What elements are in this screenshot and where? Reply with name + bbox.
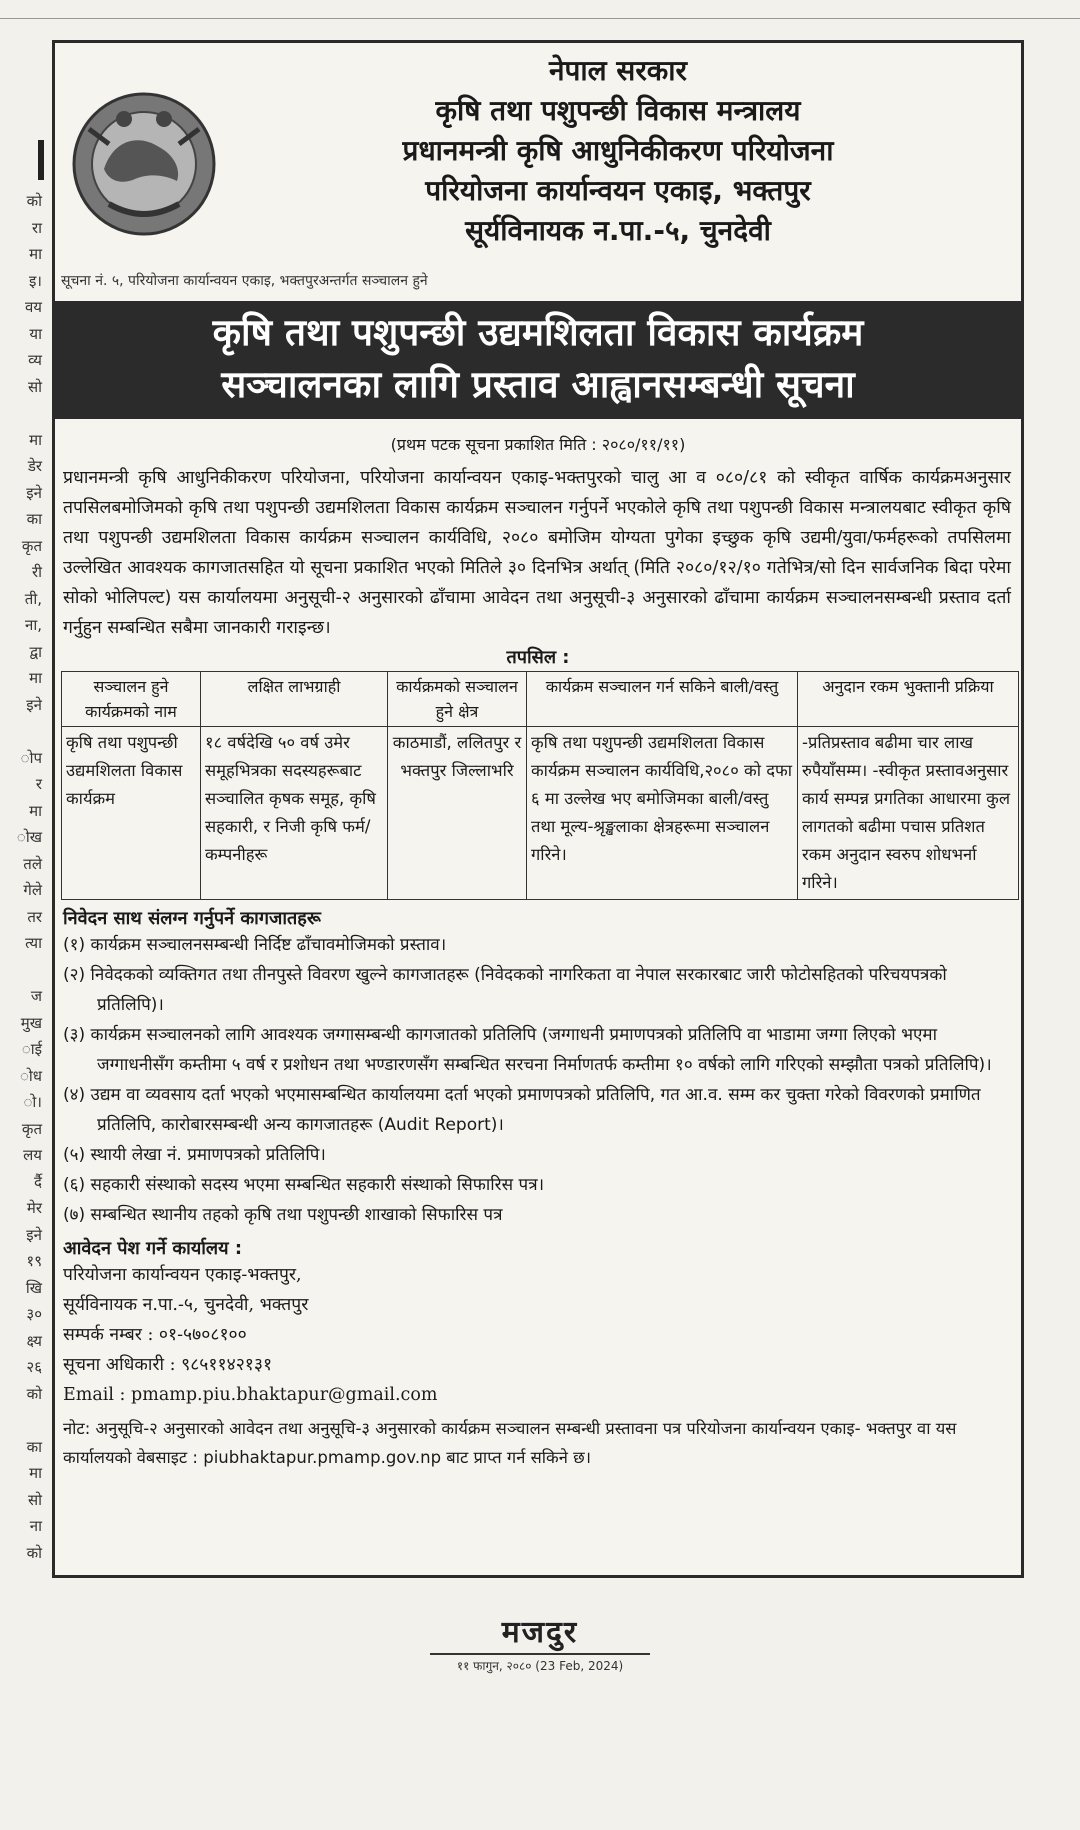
fragment-text: मा (29, 801, 42, 820)
table-cell: काठमाडौं, ललितपुर र भक्तपुर जिल्लाभरि (388, 727, 527, 900)
adjacent-column-fragment (0, 140, 44, 1700)
notice-reference: सूचना नं. ५, परियोजना कार्यान्वयन एकाइ, भक्तपुरअन्तर्गत सञ्चालन हुने (61, 273, 428, 289)
fragment-text: र (35, 775, 42, 793)
fragment-text: या (29, 324, 42, 343)
banner-line-1: कृषि तथा पशुपन्छी उद्यमशिलता विकास कार्यक्रम (212, 311, 864, 354)
fragment-text: ती, (24, 589, 42, 608)
documents-title: निवेदन साथ संलग्न गर्नुपर्ने कागजातहरू (63, 908, 321, 929)
fragment-text (0, 1407, 44, 1434)
header-titles (225, 51, 1011, 251)
column-bar (38, 140, 44, 180)
fragment-text: मा (29, 669, 42, 687)
list-item: (१) कार्यक्रम सञ्चालनसम्बन्धी निर्दिष्ट ढाँचावमोजिमको प्रस्ताव। (63, 935, 447, 955)
fragment-text: गेले (23, 881, 42, 899)
fragment-text: रा (31, 218, 42, 237)
unit-title: परियोजना कार्यान्वयन एकाइ, भक्तपुर (425, 174, 811, 207)
fragment-text: सो (27, 1490, 42, 1509)
fragment-text: इने (26, 483, 42, 502)
fragment-text: इ। (28, 271, 42, 290)
list-item: (४) उद्यम वा व्यवसाय दर्ता भएको भएमासम्बन्धित कार्यालयमा दर्ता भएको प्रमाणपत्रको प्रतिलिपि, गत आ.व. सम्म कर चुक्ता गरेको विवरणको प्रमाणित प्रतिलिपि, कारोबारसम्बन्धी अन्य कागजातहरू (Audit Report)। (63, 1085, 981, 1135)
note-text: नोट: अनुसूचि-२ अनुसारको आवेदन तथा अनुसूचि-३ अनुसारको कार्यक्रम सञ्चालन सम्बन्धी प्रस्तावना पत्र परियोजना कार्यान्वयन एकाइ- भक्तपुर वा यस कार्यालयको वेबसाइट : piubhaktapur.pmamp.gov.np बाट प्राप्त गर्न सकिने छ। (63, 1419, 957, 1467)
intro-paragraph: प्रधानमन्त्री कृषि आधुनिकीकरण परियोजना, परियोजना कार्यान्वयन एकाइ-भक्तपुरको चालु आ व ०८०/८१ को स्वीकृत वार्षिक कार्यक्रमअनुसार तपसिलबमोजिमको कृषि तथा पशुपन्छी उद्यमशिलता विकास कार्यक्रम सञ्चालन गर्नुपर्ने भएकोले कृषि तथा पशुपन्छी विकास मन्त्रालयबाट स्वीकृत कृषि तथा पशुपन्छी उद्यमशिलता विकास कार्यक्रम सञ्चालन कार्यविधि, २०८० बमोजिम योग्यता पुगेका इच्छुक कृषि उद्यमी/युवा/फर्महरूको तपसिलमा उल्लेखित आवश्यक कागजातसहित यो सूचना प्रकाशित भएको मितिले ३० दिनभित्र अर्थात् (मिति २०८०/१२/१० गतेभित्र/सो दिन सार्वजनिक बिदा परेमा सोको भोलिपल्ट) यस कार्यालयमा अनुसूची-२ अनुसारको ढाँचामा आवेदन तथा अनुसूची-३ अनुसारको ढाँचामा कार्यक्रम सञ्चालनसम्बन्धी प्रस्ताव दर्ता गर्नुहुन सम्बन्धित सबैमा जानकारी गराइन्छ। (63, 468, 1011, 638)
address-title: सूर्यविनायक न.पा.-५, चुनदेवी (465, 214, 771, 247)
fragment-text: र्दै (34, 1172, 42, 1191)
fragment-text: ना, (25, 616, 42, 634)
page-top-rule (0, 18, 1080, 19)
schedule-label: तपसिल : (506, 647, 570, 668)
fragment-text: कृत (21, 1119, 42, 1138)
fragment-text: का (26, 1437, 42, 1456)
govt-title: नेपाल सरकार (548, 54, 688, 87)
notice-banner (55, 301, 1021, 419)
list-item: (५) स्थायी लेखा नं. प्रमाणपत्रको प्रतिलिपि। (63, 1145, 326, 1165)
fragment-text (0, 718, 44, 745)
office-line-2: सूर्यविनायक न.पा.-५, चुनदेवी, भक्तपुर (63, 1295, 309, 1315)
table-row (62, 727, 1019, 900)
fragment-text (0, 957, 44, 984)
fragment-text: व्य (28, 351, 42, 369)
newspaper-name: मजदुर (501, 1615, 579, 1650)
newspaper-date: ११ फागुन, २०८० (23 Feb, 2024) (456, 1659, 624, 1673)
nepal-emblem-icon (69, 89, 219, 239)
notice-header (55, 43, 1021, 289)
fragment-text: लय (23, 1146, 42, 1164)
fragment-text: २६ (26, 1358, 42, 1376)
fragment-text: वय (24, 298, 42, 316)
office-line-1: परियोजना कार्यान्वयन एकाइ-भक्तपुर, (63, 1265, 302, 1285)
fragment-text: त्या (25, 934, 42, 952)
fragment-text: खि (25, 1278, 42, 1297)
fragment-text: मा (29, 430, 42, 449)
list-item: (२) निवेदकको व्यक्तिगत तथा तीनपुस्ते विवरण खुल्ने कागजातहरू (निवेदकको नागरिकता वा नेपाल सरकारबाट जारी फोटोसहितको परिचयपत्रको प्रतिलिपि)। (63, 965, 947, 1015)
fragment-text: क्ष्य (26, 1331, 42, 1350)
fragment-text: तले (23, 854, 42, 873)
fragment-text: द्वा (29, 642, 42, 661)
table-header: अनुदान रकम भुक्तानी प्रक्रिया (798, 672, 1019, 727)
fragment-text: ोख (16, 828, 42, 846)
fragment-text: ना (29, 1517, 42, 1535)
fragment-text: री (31, 563, 42, 581)
fragment-text: ोप (20, 748, 42, 767)
notice-box (52, 40, 1024, 1578)
table-header-row (62, 672, 1019, 727)
table-header: लक्षित लाभग्राही (201, 672, 388, 727)
fragment-text: का (26, 510, 42, 528)
table-header: कार्यक्रम सञ्चालन गर्न सकिने बाली/वस्तु (527, 672, 798, 727)
office-phone: सम्पर्क नम्बर : ०१-५७०८१०० (63, 1325, 247, 1345)
fragment-text: तर (27, 907, 42, 926)
fragment-text: सो (27, 377, 42, 396)
fragment-text: को (26, 192, 42, 210)
list-item: (६) सहकारी संस्थाको सदस्य भएमा सम्बन्धित सहकारी संस्थाको सिफारिस पत्र। (63, 1175, 545, 1195)
office-title: आवेदन पेश गर्ने कार्यालय : (63, 1238, 243, 1259)
fragment-text: को (26, 1543, 42, 1562)
fragment-text (0, 400, 44, 427)
project-title: प्रधानमन्त्री कृषि आधुनिकीकरण परियोजना (402, 134, 834, 167)
fragment-text: मा (29, 1464, 42, 1482)
fragment-text: इने (26, 1225, 42, 1244)
table-cell: -प्रतिप्रस्ताव बढीमा चार लाख रुपैयाँसम्म। -स्वीकृत प्रस्तावअनुसार कार्य सम्पन्न प्रगतिका आधारमा कुल लागतको बढीमा पचास प्रतिशत रकम अनुदान स्वरुप शोधभर्ना गरिने। (798, 727, 1019, 900)
fragment-text: ोध (19, 1066, 42, 1085)
list-item: (३) कार्यक्रम सञ्चालनको लागि आवश्यक जग्गासम्बन्धी कागजातको प्रतिलिपि (जग्गाधनी प्रमाणपत्रको प्रतिलिपि वा भाडामा जग्गा लिएको भएमा जग्गाधनीसँग कम्तीमा ५ वर्ष र प्रशोधन तथा भण्डारणसँग सम्बन्धित सरचना निर्माणतर्फ कम्तीमा १० वर्षको लागि गरिएको सम्झौता पत्रको प्रतिलिपि)। (63, 1025, 992, 1075)
fragment-text: ाई (21, 1040, 42, 1058)
ministry-title: कृषि तथा पशुपन्छी विकास मन्त्रालय (435, 94, 801, 127)
office-address (63, 1260, 1021, 1410)
newspaper-masthead (0, 1610, 1080, 1674)
publish-date: (प्रथम पटक सूचना प्रकाशित मिति : २०८०/११/११) (390, 435, 686, 454)
table-cell: कृषि तथा पशुपन्छी उद्यमशिलता विकास कार्यक्रम (62, 727, 201, 900)
list-item: (७) सम्बन्धित स्थानीय तहको कृषि तथा पशुपन्छी शाखाको सिफारिस पत्र (63, 1205, 503, 1225)
fragment-text: ३० (26, 1305, 42, 1323)
fragment-text: को (26, 1384, 42, 1403)
fragment-text: मेर (26, 1199, 42, 1217)
table-cell: १८ वर्षदेखि ५० वर्ष उमेर समूहभित्रका सदस्यहरूबाट सञ्चालित कृषक समूह, कृषि सहकारी, र निजी कृषि फर्म/कम्पनीहरू (201, 727, 388, 900)
fragment-text: इने (26, 695, 42, 714)
fragment-text: १९ (26, 1252, 42, 1270)
masthead-rule (430, 1653, 650, 1655)
fragment-text: मुख (20, 1013, 42, 1032)
table-cell: कृषि तथा पशुपन्छी उद्यमशिलता विकास कार्यक्रम सञ्चालन कार्यविधि,२०८० को दफा ६ मा उल्लेख भए बमोजिमका बाली/वस्तु तथा मूल्य-श्रृङ्खलाका क्षेत्रहरूमा सञ्चालन गरिने। (527, 727, 798, 900)
table-header: कार्यक्रमको सञ्चालन हुने क्षेत्र (388, 672, 527, 727)
fragment-list (0, 188, 44, 1566)
banner-line-2: सञ्चालनका लागि प्रस्ताव आह्वानसम्बन्धी सूचना (221, 363, 855, 406)
office-officer: सूचना अधिकारी : ९८५११४२१३१ (63, 1355, 273, 1375)
fragment-text: कृत (21, 536, 42, 555)
table-header: सञ्चालन हुने कार्यक्रमको नाम (62, 672, 201, 727)
program-table (61, 671, 1019, 900)
fragment-text: ज (30, 987, 42, 1005)
office-email: Email : pmamp.piu.bhaktapur@gmail.com (63, 1385, 438, 1405)
fragment-text: डेर (27, 457, 42, 475)
documents-list (63, 930, 1011, 1230)
fragment-text: ो। (23, 1093, 42, 1111)
fragment-text: मा (29, 245, 42, 263)
